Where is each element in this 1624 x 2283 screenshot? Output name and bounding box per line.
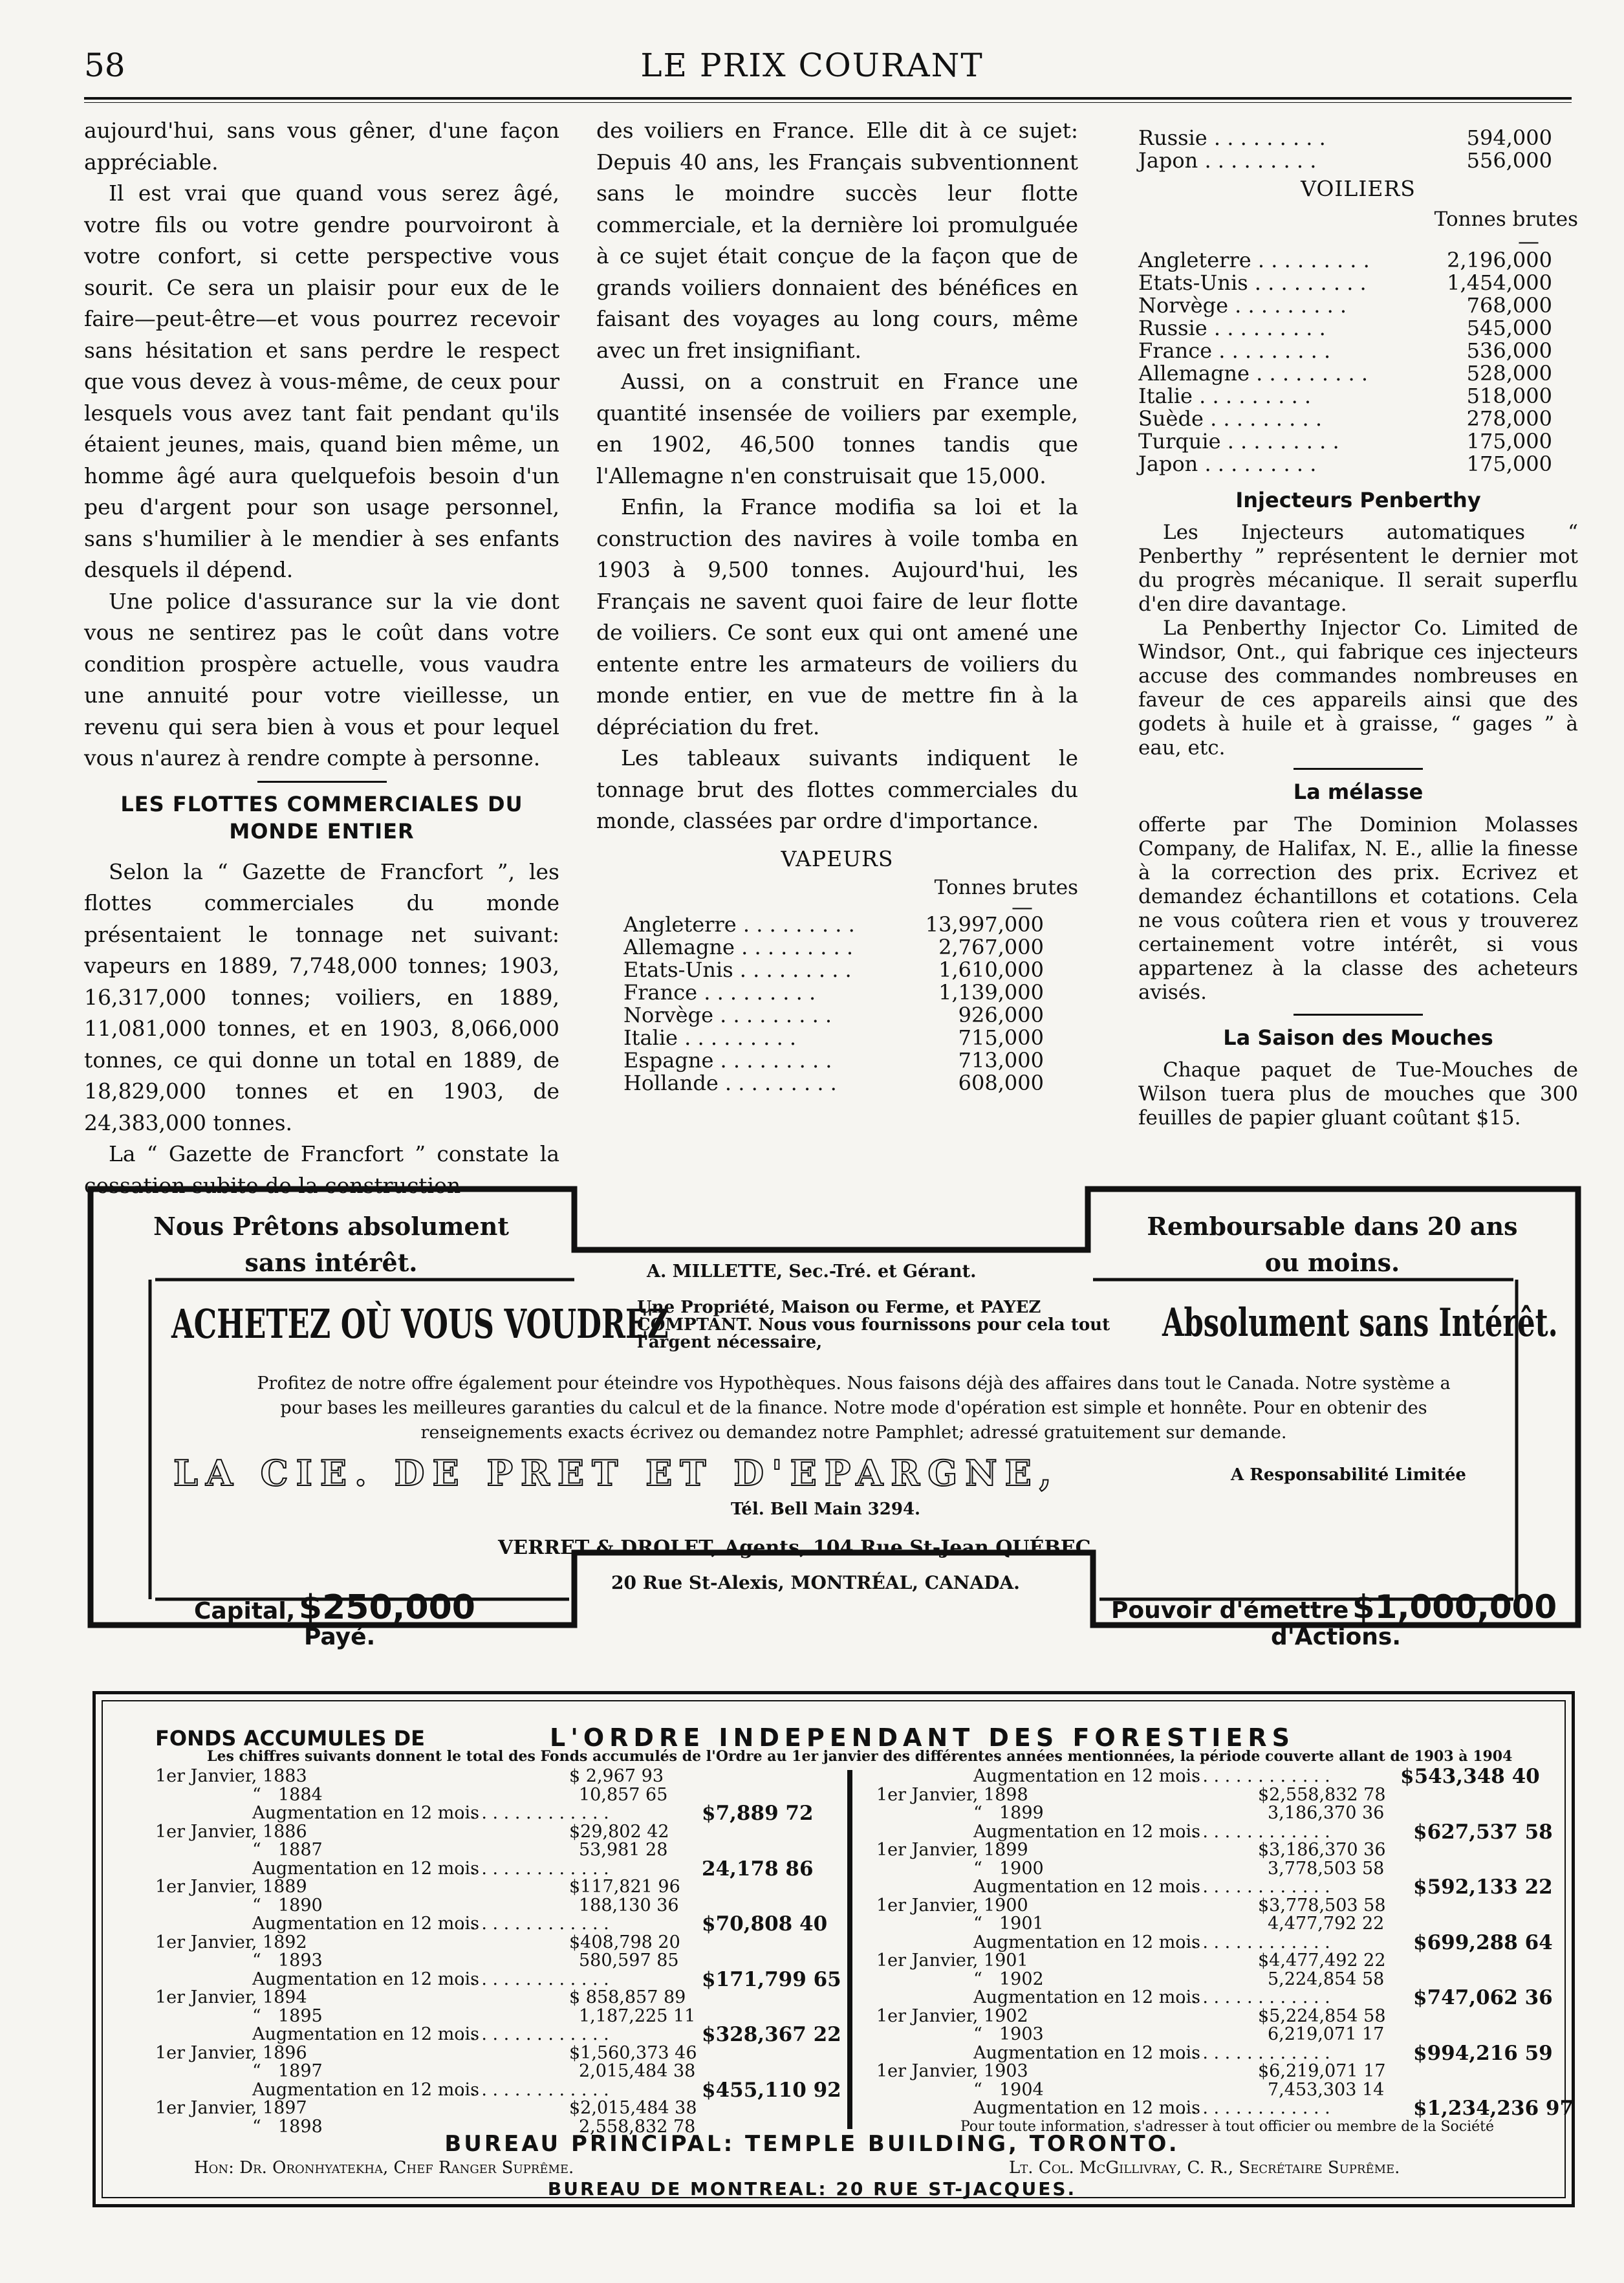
fund-value: 2,015,484 38 <box>579 2061 696 2081</box>
dot-leader: . . . . . . . . . <box>1207 315 1326 340</box>
augmentation-value: $455,110 92 <box>702 2078 841 2102</box>
ditto-mark: “ <box>973 2079 982 2100</box>
fund-value: 7,453,303 14 <box>1268 2079 1385 2100</box>
penberthy-title: Injecteurs Penberthy <box>1235 487 1481 512</box>
ditto-mark: “ <box>252 1895 261 1916</box>
fund-year: 1897 <box>278 2061 323 2081</box>
fund-year: 1902 <box>999 1969 1044 1989</box>
fund-value: 3,186,370 36 <box>1268 1803 1385 1823</box>
dot-leader: . . . . . . . . . <box>713 1048 832 1073</box>
fund-row <box>155 1912 834 1936</box>
melasse-title: La mélasse <box>1293 780 1424 804</box>
col1-para2: Il est vrai que quand vous serez âgé, votre fils ou votre gendre pourvoiront à votre confort, si cette perspective vous sourit. Ce sera un plaisir pour eux de le faire—peut-être—et vous pourrez recevoir sans hésitation et sans perdre le respect que vous devez à vous-même, de ceux pour lesquels vous avez tant fait pendant qu'ils étaient jeunes, mais, quand bien même, un homme âgé aura quelquefois besoin d'un peu d'argent pour son usage personnel, sans s'humilier à le mendier à ses enfants desquels il dépend. <box>84 180 559 582</box>
augmentation-label: Augmentation en 12 mois <box>973 2098 1201 2118</box>
country-name: Turquie <box>1138 428 1221 453</box>
tonnage-value: 175,000 <box>1466 451 1552 476</box>
dash-mark: — <box>1518 228 1539 254</box>
ditto-mark: “ <box>252 1784 261 1805</box>
fund-year: 1900 <box>999 1858 1044 1879</box>
country-name: France <box>623 980 698 1005</box>
forestiers-bureau: BUREAU PRINCIPAL: TEMPLE BUILDING, TORONTO. <box>444 2131 1180 2157</box>
dot-leader: . . . . . . . . . . . . . . <box>1180 1932 1330 1952</box>
country-name: Allemagne <box>623 935 735 959</box>
penberthy-para2: La Penberthy Injector Co. Limited de Windsor, Ont., qui fabrique ces injecteurs accuse des commandes nombreuses en faveur de ces appareils ainsi que des godets à huile et à graisse, “ gages ” à eau, etc. <box>1138 617 1578 759</box>
fund-year: 1er Janvier, 1889 <box>155 1877 307 1897</box>
ditto-mark: “ <box>973 1803 982 1823</box>
ditto-mark: “ <box>973 1858 982 1879</box>
capital-value: $250,000 <box>298 1588 475 1627</box>
fund-value: 6,219,071 17 <box>1268 2024 1385 2044</box>
fund-row <box>155 1823 834 1842</box>
dot-leader: . . . . . . . . . <box>1198 451 1317 476</box>
fund-year: 1895 <box>278 2005 323 2026</box>
col1-para1: aujourd'hui, sans vous gêner, d'une façon appréciable. <box>84 118 559 175</box>
fund-row <box>876 1897 1530 1916</box>
dot-leader: . . . . . . . . . <box>1207 126 1326 150</box>
tonnage-value: 175,000 <box>1466 428 1552 453</box>
fund-row <box>876 1952 1530 1971</box>
dot-leader: . . . . . . . . . <box>1192 383 1312 408</box>
fund-year: 1899 <box>999 1803 1044 1823</box>
augmentation-label: Augmentation en 12 mois <box>973 1987 1201 2007</box>
fund-year: 1904 <box>999 2079 1044 2100</box>
forestiers-title: L'ORDRE INDEPENDANT DES FORESTIERS <box>550 1723 1295 1752</box>
fund-row <box>876 1841 1530 1860</box>
page-number: 58 <box>84 47 125 84</box>
dot-leader: . . . . . . . . . . . . . . <box>1180 1821 1330 1842</box>
fund-year: 1er Janvier, 1894 <box>155 1987 307 2007</box>
dot-leader: . . . . . . . . . <box>1249 360 1369 386</box>
country-name: Norvège <box>623 1003 713 1027</box>
dot-leader: . . . . . . . . . <box>1251 247 1370 272</box>
dot-leader: . . . . . . . . . . . . . . <box>459 2024 609 2044</box>
country-name: Espagne <box>623 1048 714 1073</box>
augmentation-value: $747,062 36 <box>1413 1986 1553 2009</box>
ditto-mark: “ <box>973 1914 982 1934</box>
fund-row <box>876 2041 1553 2065</box>
voiliers-unit: Tonnes brutes <box>1434 207 1578 231</box>
tonnage-value: 1,454,000 <box>1447 270 1552 295</box>
ditto-mark: “ <box>973 1969 982 1989</box>
ad-tr-text: Remboursable dans 20 ans ou moins. <box>1147 1212 1518 1277</box>
fund-value: $408,798 20 <box>569 1932 680 1952</box>
country-name: France <box>1138 338 1213 363</box>
col1-para4: Selon la “ Gazette de Francfort ”, les flottes commerciales du monde présentaient le tonnage net suivant: vapeurs en 1889, 7,748,000 tonnes; 1903, 16,317,000 tonnes; voiliers, en 1889, 11,081,000 tonnes, et en 1903, 8,066,000 tonnes, ce qui donne un total en 1889, de 18,829,000 tonnes et en 1903, de 24,383,000 tonnes. <box>84 858 559 1135</box>
forestiers-montreal: BUREAU DE MONTREAL: 20 RUE ST-JACQUES. <box>547 2178 1077 2200</box>
augmentation-value: $7,889 72 <box>702 1802 814 1825</box>
col2-para1: des voiliers en France. Elle dit à ce sujet: Depuis 40 ans, les Français subventionnent sans le moindre succès leur flotte commerciale, et la dernière loi promulguée à ce sujet était conçue de la façon que de grands voiliers donnaient des bénéfices en faisant des voyages au long cours, même avec un fret insignifiant. <box>596 118 1078 363</box>
tonnage-value: 536,000 <box>1466 338 1552 363</box>
tonnage-value: 556,000 <box>1466 148 1552 173</box>
country-name: Etats-Unis <box>623 957 733 982</box>
pouvoir-actions: d'Actions. <box>1271 1624 1402 1650</box>
tonnage-value: 13,997,000 <box>925 912 1044 937</box>
fund-value: $5,224,854 58 <box>1258 2005 1386 2026</box>
fund-year: 1893 <box>278 1950 323 1971</box>
page-title: LE PRIX COURANT <box>640 47 984 84</box>
fund-row <box>876 1930 1553 1954</box>
forestiers-left-title: FONDS ACCUMULES DE <box>155 1726 425 1751</box>
country-name: Russie <box>1138 315 1207 340</box>
fund-value: 3,778,503 58 <box>1268 1858 1385 1879</box>
penberthy-para1: Les Injecteurs automatiques “ Penberthy ” représentent le dernier mot du progrès mécanique. Il serait superflu d'en dire davantage. <box>1138 521 1578 616</box>
dot-leader: . . . . . . . . . <box>1220 428 1339 453</box>
fund-value: 5,224,854 58 <box>1268 1969 1385 1989</box>
fund-row <box>876 1765 1540 1788</box>
tonnage-value: 608,000 <box>958 1071 1044 1095</box>
augmentation-value: $171,799 65 <box>702 1967 841 1991</box>
augmentation-label: Augmentation en 12 mois <box>973 2042 1201 2063</box>
fund-year: 1er Janvier, 1903 <box>876 2061 1028 2081</box>
vapeurs-title: VAPEURS <box>781 846 894 871</box>
fund-value: $ 858,857 89 <box>569 1987 686 2007</box>
forestiers-left <box>155 1766 841 2137</box>
dot-leader: . . . . . . . . . . . . . . <box>1180 2098 1330 2118</box>
augmentation-value: $699,288 64 <box>1413 1930 1553 1954</box>
country-name: Angleterre <box>1138 247 1251 272</box>
tonnage-value: 528,000 <box>1466 360 1552 386</box>
fund-value: $117,821 96 <box>569 1877 680 1897</box>
fund-row <box>155 1804 834 1823</box>
country-name: Norvège <box>1138 292 1228 318</box>
country-name: Japon <box>1138 451 1198 476</box>
ad-achetez: ACHETEZ OÙ VOUS VOUDREZ <box>171 1300 669 1348</box>
country-name: Suède <box>1138 406 1204 431</box>
dot-leader: . . . . . . . . . . . . . . <box>1180 1987 1330 2007</box>
fund-value: $4,477,492 22 <box>1258 1950 1386 1971</box>
country-name: Allemagne <box>1138 360 1250 386</box>
country-name: Russie <box>1138 126 1207 150</box>
fund-value: $1,560,373 46 <box>569 2042 697 2063</box>
ditto-mark: “ <box>252 1840 261 1860</box>
fund-row <box>876 1820 1553 1844</box>
ditto-mark: “ <box>973 2024 982 2044</box>
augmentation-value: $70,808 40 <box>702 1912 828 1936</box>
fund-row <box>155 2044 834 2063</box>
dot-leader: . . . . . . . . . . . . . . <box>459 1914 609 1934</box>
fund-row <box>876 2062 1530 2081</box>
dash-mark: — <box>1012 894 1033 919</box>
augmentation-label: Augmentation en 12 mois <box>252 1803 480 1823</box>
col1-para5: La “ Gazette de Francfort ” constate la cessation subite de la construction <box>84 1141 559 1198</box>
ad-agents: VERRET & DROLET, Agents, 104 Rue St-Jean QUÉBEC. <box>498 1536 1098 1559</box>
ad-address: 20 Rue St-Alexis, MONTRÉAL, CANADA. <box>611 1572 1020 1593</box>
capital-label: Capital, <box>194 1598 296 1624</box>
tonnage-value: 768,000 <box>1466 292 1552 318</box>
tonnage-value: 1,139,000 <box>938 980 1044 1005</box>
dot-leader: . . . . . . . . . <box>734 935 854 959</box>
augmentation-value: $627,537 58 <box>1413 1820 1553 1844</box>
augmentation-value: 24,178 86 <box>702 1857 814 1881</box>
country-name: Etats-Unis <box>1138 270 1248 295</box>
fund-row <box>155 1934 834 1952</box>
forestiers-lt: Lt. Col. McGillivray, C. R., Secrétaire Suprême. <box>1009 2158 1400 2178</box>
fund-year: 1er Janvier, 1902 <box>876 2005 1028 2026</box>
fund-year: 1er Janvier, 1896 <box>155 2042 307 2063</box>
ditto-mark: “ <box>252 1950 261 1971</box>
augmentation-value: $592,133 22 <box>1413 1875 1553 1899</box>
dot-leader: . . . . . . . . . . . . . . <box>459 1969 609 1989</box>
forestiers-hon: Hon: Dr. Oronhyatekha, Chef Ranger Suprême. <box>194 2158 574 2178</box>
augmentation-value: $328,367 22 <box>702 2023 841 2046</box>
fund-value: $6,219,071 17 <box>1258 2061 1386 2081</box>
fund-value: 188,130 36 <box>579 1895 679 1916</box>
ad-manager: A. MILLETTE, Sec.-Tré. et Gérant. <box>647 1262 977 1282</box>
augmentation-label: Augmentation en 12 mois <box>973 1932 1201 1952</box>
tonnage-value: 518,000 <box>1466 383 1552 408</box>
fund-row <box>876 2007 1530 2026</box>
dot-leader: . . . . . . . . . <box>697 980 816 1005</box>
ad-company-suffix: A Responsabilité Limitée <box>1231 1465 1466 1485</box>
ad-tel: Tél. Bell Main 3294. <box>731 1500 921 1519</box>
fund-value: $3,186,370 36 <box>1258 1840 1386 1860</box>
pouvoir-value: $1,000,000 <box>1352 1588 1557 1626</box>
fund-row <box>155 1878 834 1897</box>
fund-row <box>876 2097 1574 2120</box>
ad-propriete: Une Propriété, Maison ou Ferme, et PAYEZ COMPTANT. Nous vous fournissons pour cela tout l'argent nécessaire, <box>637 1298 1110 1352</box>
melasse-para: offerte par The Dominion Molasses Company, de Halifax, N. E., allie la finesse à la correction des prix. Ecrivez et demandez échantillons et cotations. Cela ne vous coûtera rien et vous y trouverez certainement votre intérêt, si vous appartenez à la classe des acheteurs avisés. <box>1138 813 1578 1004</box>
fund-row <box>155 2078 841 2102</box>
fund-row <box>155 1767 834 1786</box>
fund-year: 1903 <box>999 2024 1044 2044</box>
fund-year: 1898 <box>278 2116 323 2137</box>
augmentation-label: Augmentation en 12 mois <box>252 2079 480 2100</box>
col2-para2: Aussi, on a construit en France une quantité insensée de voiliers par exemple, en 1902, 46,500 tonnes tandis que l'Allemagne n'en construisait que 15,000. <box>596 369 1078 488</box>
fund-value: $2,558,832 78 <box>1258 1784 1386 1805</box>
fund-value: $2,015,484 38 <box>569 2098 697 2118</box>
fund-year: 1er Janvier, 1901 <box>876 1950 1028 1971</box>
forestiers-right <box>876 1765 1574 2136</box>
fund-value: 10,857 65 <box>579 1784 668 1805</box>
tonnage-value: 278,000 <box>1466 406 1552 431</box>
dot-leader: . . . . . . . . . . . . . . <box>1180 2042 1330 2063</box>
ad-tl-text: Nous Prêtons absolument sans intérêt. <box>153 1212 509 1277</box>
augmentation-label: Augmentation en 12 mois <box>973 1766 1201 1786</box>
dot-leader: . . . . . . . . . <box>733 957 852 982</box>
tonnage-value: 2,767,000 <box>938 935 1044 959</box>
forestiers-subtitle: Les chiffres suivants donnent le total des Fonds accumulés de l'Ordre au 1er janvier des différentes années mentionnées, la période couverte allant de 1903 à 1904 <box>207 1748 1513 1765</box>
dot-leader: . . . . . . . . . <box>1212 338 1331 363</box>
dot-leader: . . . . . . . . . . . . . . <box>459 2079 609 2100</box>
fund-row <box>155 1967 841 1991</box>
dot-leader: . . . . . . . . . <box>713 1003 832 1027</box>
country-name: Japon <box>1138 148 1198 173</box>
ditto-mark: “ <box>252 2116 261 2137</box>
fund-row <box>876 1786 1530 1805</box>
augmentation-value: $543,348 40 <box>1400 1765 1540 1788</box>
fund-row <box>155 1989 834 2007</box>
fund-value: 1,187,225 11 <box>579 2005 696 2026</box>
fund-year: 1er Janvier, 1899 <box>876 1840 1028 1860</box>
country-name: Italie <box>1138 383 1193 408</box>
fund-row <box>155 2099 834 2118</box>
augmentation-label: Augmentation en 12 mois <box>252 2024 480 2044</box>
tonnage-value: 594,000 <box>1466 126 1552 150</box>
augmentation-label: Augmentation en 12 mois <box>252 1858 480 1879</box>
fund-year: 1901 <box>999 1914 1044 1934</box>
vapeurs-unit: Tonnes brutes <box>934 876 1078 899</box>
dot-leader: . . . . . . . . . . . . . . <box>1180 1877 1330 1897</box>
fund-year: 1er Janvier, 1900 <box>876 1895 1028 1916</box>
fund-year: 1er Janvier, 1892 <box>155 1932 307 1952</box>
mouches-title: La Saison des Mouches <box>1223 1025 1493 1050</box>
dot-leader: . . . . . . . . . <box>1228 292 1347 318</box>
tonnage-value: 715,000 <box>958 1025 1044 1050</box>
fund-year: 1er Janvier, 1898 <box>876 1784 1028 1805</box>
augmentation-label: Augmentation en 12 mois <box>973 1821 1201 1842</box>
fund-year: 1er Janvier, 1897 <box>155 2098 307 2118</box>
fund-year: 1884 <box>278 1784 323 1805</box>
voiliers-title: VOILIERS <box>1301 176 1416 201</box>
fund-row <box>155 1857 834 1881</box>
col2-para4: Les tableaux suivants indiquent le tonnage brut des flottes commerciales du monde, classées par ordre d'importance. <box>596 745 1078 833</box>
dot-leader: . . . . . . . . . <box>1203 406 1322 431</box>
mouches-para: Chaque paquet de Tue-Mouches de Wilson tuera plus de mouches que 300 feuilles de papier gluant coûtant $15. <box>1138 1058 1578 1130</box>
ad-absolument: Absolument sans Intérêt. <box>1162 1300 1558 1346</box>
ditto-mark: “ <box>252 2061 261 2081</box>
forestiers-divider <box>847 1770 852 2129</box>
fund-row <box>155 2023 841 2046</box>
augmentation-label: Augmentation en 12 mois <box>252 1914 480 1934</box>
dot-leader: . . . . . . . . . . . . . . <box>459 1803 609 1823</box>
country-name: Hollande <box>623 1071 719 1095</box>
augmentation-value: $1,234,236 97 <box>1413 2097 1574 2120</box>
tonnage-value: 2,196,000 <box>1447 247 1552 272</box>
augmentation-value: $994,216 59 <box>1413 2041 1553 2065</box>
augmentation-label: Augmentation en 12 mois <box>252 1969 480 1989</box>
col2-para3: Enfin, la France modifia sa loi et la construction des navires à voile tomba en 1903 à 9,500 tonnes. Aujourd'hui, les Français ne savent quoi faire de leur flotte de voiliers. Ce sont eux qui ont amené une entente entre les armateurs de voiliers du monde entier, en vue de mettre fin à la dépréciation du fret. <box>596 494 1078 739</box>
ditto-mark: “ <box>252 2005 261 2026</box>
fund-year: 1er Janvier, 1883 <box>155 1766 307 1786</box>
dot-leader: . . . . . . . . . <box>677 1025 797 1050</box>
fund-value: 2,558,832 78 <box>579 2116 696 2137</box>
country-name: Italie <box>623 1025 678 1050</box>
dot-leader: . . . . . . . . . <box>1248 270 1367 295</box>
fund-year: 1er Janvier, 1886 <box>155 1821 307 1842</box>
tonnage-value: 926,000 <box>958 1003 1044 1027</box>
augmentation-label: Augmentation en 12 mois <box>973 1877 1201 1897</box>
info-note: Pour toute information, s'adresser à tout officier ou membre de la Société <box>960 2118 1495 2135</box>
dot-leader: . . . . . . . . . . . . . . <box>1180 1766 1330 1786</box>
fund-value: 4,477,792 22 <box>1268 1914 1385 1934</box>
dot-leader: . . . . . . . . . . . . . . <box>459 1858 609 1879</box>
fund-year: 1890 <box>278 1895 323 1916</box>
ad-capital <box>194 1588 475 1627</box>
ad-company: LA CIE. DE PRET ET D'EPARGNE, <box>173 1452 1059 1494</box>
fund-value: 580,597 85 <box>579 1950 679 1971</box>
ad-pouvoir <box>1111 1588 1557 1626</box>
tonnage-value: 545,000 <box>1466 315 1552 340</box>
fund-value: $ 2,967 93 <box>569 1766 664 1786</box>
fund-row <box>876 1875 1553 1899</box>
capital-paid: Payé. <box>304 1624 376 1650</box>
fund-value: $29,802 42 <box>569 1821 669 1842</box>
ad-body: Profitez de notre offre également pour éteindre vos Hypothèques. Nous faisons déjà des affaires dans tout le Canada. Notre système a pour bases les meilleures garanties du calcul et de la finance. Notre mode d'opération est simple et honnête. Pour en obtenir des renseignements exacts écrivez ou demandez notre Pamphlet; adressé gratuitement sur demande. <box>257 1373 1451 1443</box>
col1-para3: Une police d'assurance sur la vie dont vous ne sentirez pas le coût dans votre condition prospère actuelle, vous vaudra une annuité pour votre vieillesse, un revenu qui sera bien à vous et pour lequel vous n'aurez à rendre compte à personne. <box>84 588 559 770</box>
dot-leader: . . . . . . . . . <box>736 912 855 937</box>
dot-leader: . . . . . . . . . <box>718 1071 837 1095</box>
dot-leader: . . . . . . . . . <box>1198 148 1317 173</box>
pouvoir-label: Pouvoir d'émettre <box>1111 1597 1349 1624</box>
fund-value: $3,778,503 58 <box>1258 1895 1386 1916</box>
tonnage-value: 713,000 <box>958 1048 1044 1073</box>
section-heading-flottes: LES FLOTTES COMMERCIALES DU MONDE ENTIER <box>120 791 523 844</box>
fund-row <box>876 1986 1553 2009</box>
tonnage-value: 1,610,000 <box>938 957 1044 982</box>
fund-value: 53,981 28 <box>579 1840 668 1860</box>
country-name: Angleterre <box>623 912 737 937</box>
fund-year: 1887 <box>278 1840 323 1860</box>
